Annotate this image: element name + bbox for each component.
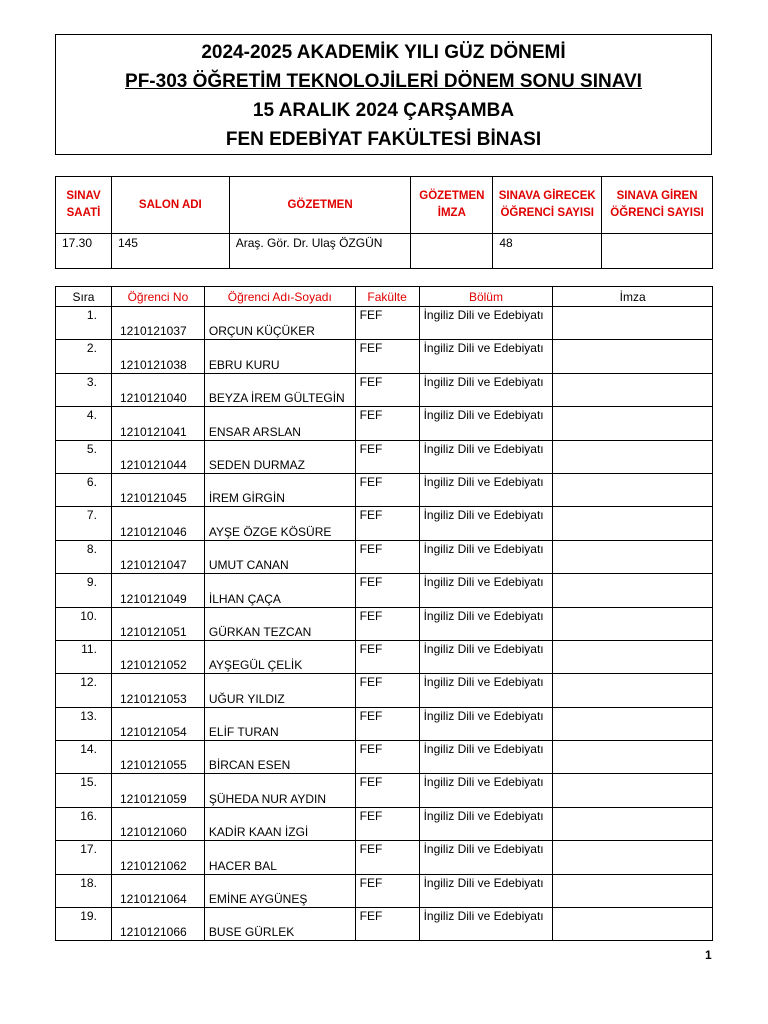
signature-cell: [553, 874, 713, 907]
header-student-no: Öğrenci No: [111, 287, 204, 307]
faculty: FEF: [355, 440, 419, 473]
faculty: FEF: [355, 908, 419, 941]
header-hall-name: SALON ADI: [111, 177, 229, 234]
exam-title: PF-303 ÖĞRETİM TEKNOLOJİLERİ DÖNEM SONU SINAVI: [125, 71, 642, 92]
table-row: [56, 340, 713, 373]
row-number: 12.: [56, 674, 112, 707]
row-number: 11.: [56, 640, 112, 673]
department: İngiliz Dili ve Edebiyatı: [419, 407, 553, 440]
table-row: [56, 373, 713, 406]
signature-cell: [553, 807, 713, 840]
signature-cell: [553, 373, 713, 406]
signature-cell: [553, 473, 713, 506]
student-number: 1210121066: [111, 908, 204, 941]
department: İngiliz Dili ve Edebiyatı: [419, 507, 553, 540]
faculty: FEF: [355, 841, 419, 874]
faculty: FEF: [355, 473, 419, 506]
student-number: 1210121052: [111, 640, 204, 673]
student-name: GÜRKAN TEZCAN: [204, 607, 355, 640]
student-number: 1210121044: [111, 440, 204, 473]
department: İngiliz Dili ve Edebiyatı: [419, 640, 553, 673]
exam-building: FEN EDEBİYAT FAKÜLTESİ BİNASI: [225, 129, 542, 150]
table-row: [56, 540, 713, 573]
faculty: FEF: [355, 807, 419, 840]
signature-cell: [553, 607, 713, 640]
header-signature: İmza: [553, 287, 713, 307]
signature-cell: [553, 774, 713, 807]
expected-count: 48: [493, 234, 602, 269]
proctor-signature: [411, 234, 493, 269]
academic-year-title: 2024-2025 AKADEMİK YILI GÜZ DÖNEMİ: [201, 42, 566, 63]
student-name: UĞUR YILDIZ: [204, 674, 355, 707]
faculty: FEF: [355, 307, 419, 340]
faculty: FEF: [355, 741, 419, 774]
student-name: HACER BAL: [204, 841, 355, 874]
student-number: 1210121053: [111, 674, 204, 707]
student-name: EMİNE AYGÜNEŞ: [204, 874, 355, 907]
table-row: [56, 307, 713, 340]
table-row: [56, 640, 713, 673]
student-name: İREM GİRGİN: [204, 473, 355, 506]
student-number: 1210121064: [111, 874, 204, 907]
student-name: AYŞEGÜL ÇELİK: [204, 640, 355, 673]
signature-cell: [553, 841, 713, 874]
department: İngiliz Dili ve Edebiyatı: [419, 874, 553, 907]
department: İngiliz Dili ve Edebiyatı: [419, 841, 553, 874]
department: İngiliz Dili ve Edebiyatı: [419, 741, 553, 774]
faculty: FEF: [355, 540, 419, 573]
row-number: 9.: [56, 574, 112, 607]
student-name: ŞÜHEDA NUR AYDIN: [204, 774, 355, 807]
student-number: 1210121047: [111, 540, 204, 573]
department: İngiliz Dili ve Edebiyatı: [419, 440, 553, 473]
department: İngiliz Dili ve Edebiyatı: [419, 540, 553, 573]
header-sira: Sıra: [56, 287, 112, 307]
department: İngiliz Dili ve Edebiyatı: [419, 307, 553, 340]
signature-cell: [553, 540, 713, 573]
student-number: 1210121055: [111, 741, 204, 774]
department: İngiliz Dili ve Edebiyatı: [419, 674, 553, 707]
exam-time: 17.30: [56, 234, 112, 269]
table-row: [56, 507, 713, 540]
faculty: FEF: [355, 640, 419, 673]
row-number: 1.: [56, 307, 112, 340]
row-number: 10.: [56, 607, 112, 640]
faculty: FEF: [355, 574, 419, 607]
header-exam-time: SINAV SAATİ: [56, 177, 112, 234]
student-name: AYŞE ÖZGE KÖSÜRE: [204, 507, 355, 540]
row-number: 3.: [56, 373, 112, 406]
student-number: 1210121040: [111, 373, 204, 406]
row-number: 14.: [56, 741, 112, 774]
table-row: [56, 807, 713, 840]
signature-cell: [553, 440, 713, 473]
row-number: 4.: [56, 407, 112, 440]
header-faculty: Fakülte: [355, 287, 419, 307]
signature-cell: [553, 574, 713, 607]
student-name: ELİF TURAN: [204, 707, 355, 740]
department: İngiliz Dili ve Edebiyatı: [419, 607, 553, 640]
department: İngiliz Dili ve Edebiyatı: [419, 574, 553, 607]
actual-count: [602, 234, 713, 269]
header-proctor: GÖZETMEN: [229, 177, 411, 234]
table-row: [56, 841, 713, 874]
student-number: 1210121038: [111, 340, 204, 373]
signature-cell: [553, 674, 713, 707]
student-name: BEYZA İREM GÜLTEGİN: [204, 373, 355, 406]
student-name: ORÇUN KÜÇÜKER: [204, 307, 355, 340]
faculty: FEF: [355, 707, 419, 740]
student-name: BUSE GÜRLEK: [204, 908, 355, 941]
document-header: [55, 34, 712, 155]
header-expected-count: SINAVA GİRECEK ÖĞRENCİ SAYISI: [493, 177, 602, 234]
faculty: FEF: [355, 407, 419, 440]
student-table: [55, 286, 713, 941]
row-number: 7.: [56, 507, 112, 540]
student-name: İLHAN ÇAÇA: [204, 574, 355, 607]
faculty: FEF: [355, 874, 419, 907]
row-number: 8.: [56, 540, 112, 573]
faculty: FEF: [355, 507, 419, 540]
department: İngiliz Dili ve Edebiyatı: [419, 807, 553, 840]
row-number: 19.: [56, 908, 112, 941]
row-number: 17.: [56, 841, 112, 874]
row-number: 15.: [56, 774, 112, 807]
department: İngiliz Dili ve Edebiyatı: [419, 340, 553, 373]
table-row: [56, 874, 713, 907]
signature-cell: [553, 707, 713, 740]
signature-cell: [553, 307, 713, 340]
row-number: 6.: [56, 473, 112, 506]
table-row: [56, 741, 713, 774]
faculty: FEF: [355, 774, 419, 807]
signature-cell: [553, 640, 713, 673]
department: İngiliz Dili ve Edebiyatı: [419, 774, 553, 807]
student-number: 1210121060: [111, 807, 204, 840]
student-number: 1210121059: [111, 774, 204, 807]
row-number: 13.: [56, 707, 112, 740]
header-actual-count: SINAVA GİREN ÖĞRENCİ SAYISI: [602, 177, 713, 234]
student-name: BİRCAN ESEN: [204, 741, 355, 774]
header-department: Bölüm: [419, 287, 553, 307]
student-name: SEDEN DURMAZ: [204, 440, 355, 473]
faculty: FEF: [355, 674, 419, 707]
table-row: [56, 674, 713, 707]
department: İngiliz Dili ve Edebiyatı: [419, 707, 553, 740]
student-number: 1210121062: [111, 841, 204, 874]
table-row: [56, 407, 713, 440]
hall-name: 145: [111, 234, 229, 269]
student-number: 1210121054: [111, 707, 204, 740]
page-number: 1: [705, 948, 712, 962]
signature-cell: [553, 340, 713, 373]
department: İngiliz Dili ve Edebiyatı: [419, 908, 553, 941]
department: İngiliz Dili ve Edebiyatı: [419, 373, 553, 406]
department: İngiliz Dili ve Edebiyatı: [419, 473, 553, 506]
faculty: FEF: [355, 607, 419, 640]
student-number: 1210121041: [111, 407, 204, 440]
table-row: [56, 440, 713, 473]
student-name: ENSAR ARSLAN: [204, 407, 355, 440]
table-row: [56, 774, 713, 807]
student-number: 1210121051: [111, 607, 204, 640]
row-number: 2.: [56, 340, 112, 373]
row-number: 18.: [56, 874, 112, 907]
table-row: [56, 707, 713, 740]
table-row: [56, 607, 713, 640]
header-proctor-signature: GÖZETMEN İMZA: [411, 177, 493, 234]
exam-info-table: [55, 176, 713, 269]
header-student-name: Öğrenci Adı-Soyadı: [204, 287, 355, 307]
table-row: [56, 473, 713, 506]
student-number: 1210121045: [111, 473, 204, 506]
faculty: FEF: [355, 340, 419, 373]
faculty: FEF: [355, 373, 419, 406]
student-number: 1210121049: [111, 574, 204, 607]
row-number: 5.: [56, 440, 112, 473]
student-name: UMUT CANAN: [204, 540, 355, 573]
signature-cell: [553, 741, 713, 774]
proctor-name: Araş. Gör. Dr. Ulaş ÖZGÜN: [229, 234, 411, 269]
exam-date: 15 ARALIK 2024 ÇARŞAMBA: [252, 100, 515, 121]
table-row: [56, 574, 713, 607]
student-name: EBRU KURU: [204, 340, 355, 373]
signature-cell: [553, 908, 713, 941]
signature-cell: [553, 507, 713, 540]
signature-cell: [553, 407, 713, 440]
student-number: 1210121037: [111, 307, 204, 340]
student-name: KADİR KAAN İZGİ: [204, 807, 355, 840]
row-number: 16.: [56, 807, 112, 840]
table-row: [56, 908, 713, 941]
student-number: 1210121046: [111, 507, 204, 540]
